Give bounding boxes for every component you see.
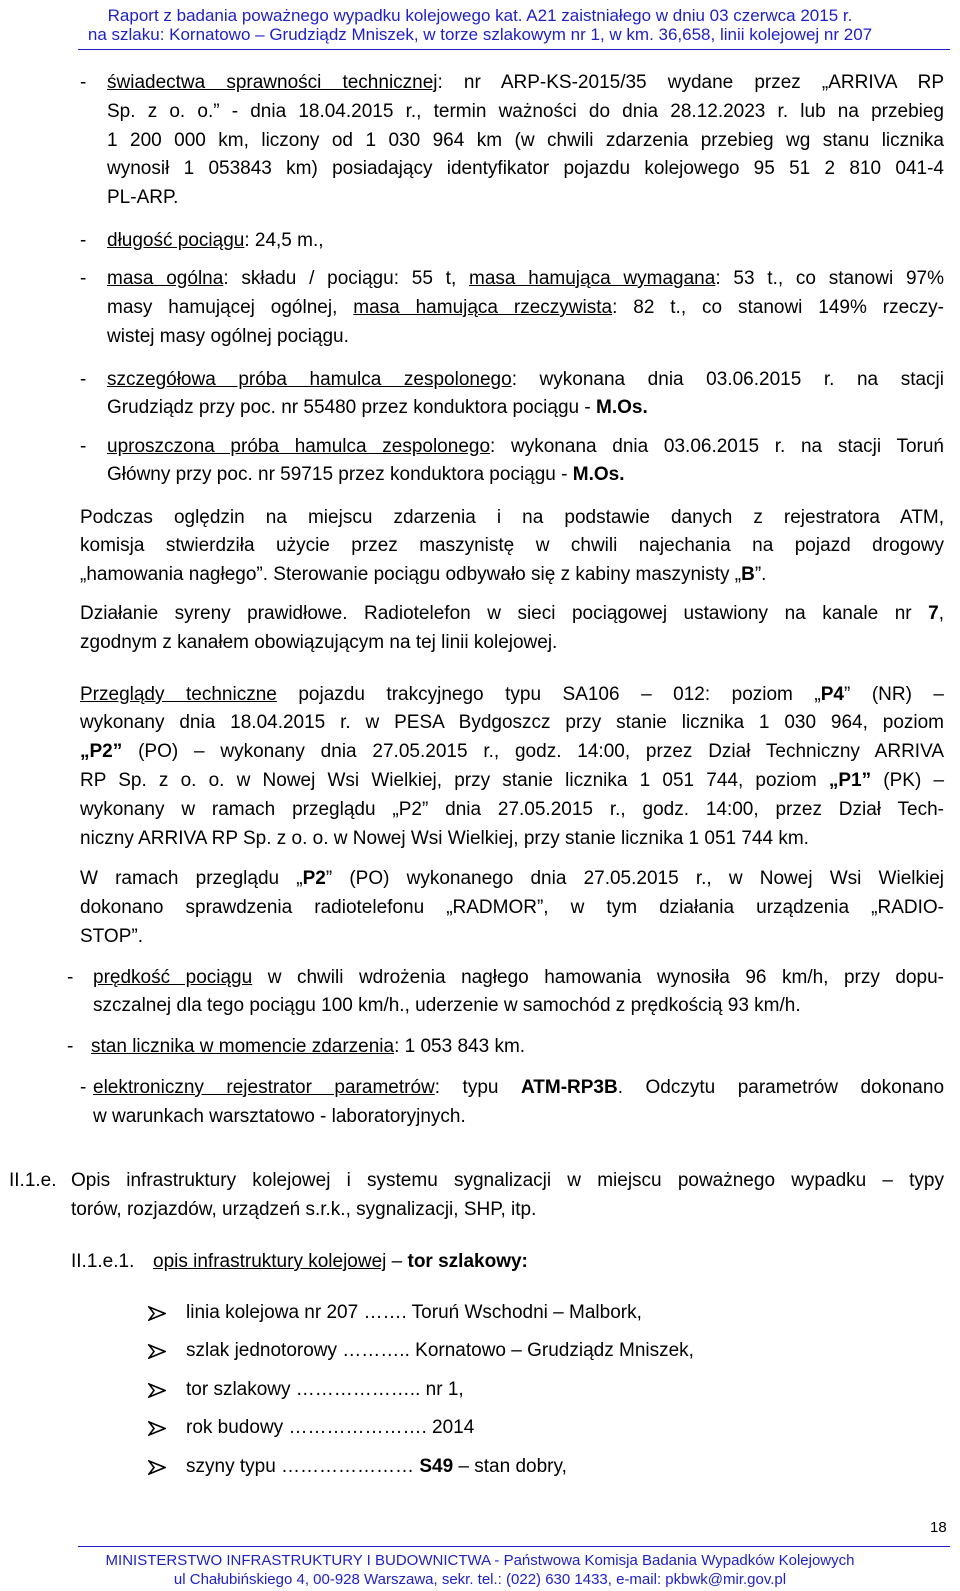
list-dash: - <box>80 369 87 390</box>
arrow-bullet-icon <box>148 1421 166 1436</box>
rail-type: S49 <box>419 1456 454 1477</box>
inspections-line-1 <box>80 683 944 707</box>
inspections-label: Przeglądy techniczne <box>80 684 277 705</box>
simplified-brake-test-line-2 <box>107 463 625 487</box>
required-brake-mass-label: masa hamująca wymagana <box>469 268 716 289</box>
list-dash: - <box>80 268 87 289</box>
inspections-text-end: ” (NR) – <box>843 684 944 705</box>
actual-brake-mass-label: masa hamująca rzeczywista <box>353 297 613 318</box>
total-mass-label: masa ogólna <box>107 268 224 289</box>
bullet-dots: …………………. <box>283 1417 433 1438</box>
subsection-number: II.1.e.1. <box>71 1251 135 1272</box>
total-mass-text: : składu / pociągu: 55 t, <box>223 268 470 289</box>
list-dash: - <box>80 1077 87 1098</box>
actual-brake-mass-text: : 82 t., co stanowi 149% rzeczy- <box>612 297 945 318</box>
inspection-paragraph-line-1: Podczas oględzin na miejscu zdarzenia i na podstawie danych z rejestratora ATM, <box>80 507 944 528</box>
speed-line-2: szczalnej dla tego pociągu 100 km/h., uderzenie w samochód z prędkością 93 km/h. <box>93 995 801 1016</box>
subsection-label: opis infrastruktury kolejowej <box>153 1251 387 1272</box>
bullet-label: szlak jednotorowy <box>186 1340 338 1361</box>
radio-check-text-end: ” (PO) wykonanego dnia 27.05.2015 r., w Nowej Wsi Wielkiej <box>325 868 945 889</box>
inspections-line-2: wykonany dnia 18.04.2015 r. w PESA Bydgoszcz przy stanie licznika 1 030 964, poziom <box>80 712 944 733</box>
bullet-dots: ………………… <box>275 1456 420 1477</box>
recorder-label: elektroniczny rejestrator parametrów <box>93 1077 435 1098</box>
bullet-value: Kornatowo – Grudziądz Mniszek, <box>415 1340 694 1361</box>
bullet-value: nr 1, <box>425 1379 464 1400</box>
mass-line-3: wistej masy ogólnej pociągu. <box>107 326 349 347</box>
required-brake-mass-text: : 53 t., co stanowi 97% <box>715 268 944 289</box>
certificate-line-2: Sp. z o. o.” - dnia 18.04.2015 r., termin ważności do dnia 28.12.2023 r. lub na przebieg <box>107 101 944 122</box>
detailed-brake-test-line-2 <box>107 396 648 420</box>
mass-line-1 <box>107 267 944 291</box>
inspections-text: pojazdu trakcyjnego typu SA106 – 012: poziom „ <box>276 684 821 705</box>
train-speed-label: prędkość pociągu <box>93 967 253 988</box>
subsection-bold-title: tor szlakowy: <box>407 1251 528 1272</box>
train-length-label: długość pociągu <box>107 230 245 251</box>
bullet-label: tor szlakowy <box>186 1379 291 1400</box>
certificate-line-3: 1 200 000 km, liczony od 1 030 964 km (w chwili zdarzenia przebieg wg stanu licznika <box>107 130 944 151</box>
recorder-line-2: w warunkach warsztatowo - laboratoryjnych. <box>93 1106 466 1127</box>
subsection-dash: – <box>386 1251 408 1272</box>
train-speed-text: w chwili wdrożenia nagłego hamowania wynosiła 96 km/h, przy dopu- <box>252 967 944 988</box>
report-header-title: Raport z badania poważnego wypadku kolejowego kat. A21 zaistniałego w dniu 03 czerwca 2015 r. <box>107 6 853 25</box>
train-length <box>107 229 324 253</box>
certificate-line-4: wynosił 1 053843 km) posiadający identyfikator pojazdu kolejowego 95 51 2 810 041-4 <box>107 158 944 179</box>
section-title-line-2: torów, rozjazdów, urządzeń s.r.k., sygnalizacji, SHP, itp. <box>71 1199 537 1220</box>
train-length-value: : 24,5 m., <box>244 230 324 251</box>
level-p4: P4 <box>820 684 844 705</box>
bullet-value: Toruń Wschodni – Malbork, <box>411 1302 642 1323</box>
radio-channel: 7 <box>928 603 939 624</box>
list-dash: - <box>80 436 87 457</box>
odometer-value: : 1 053 843 km. <box>394 1036 526 1057</box>
conductor-initials: M.Os. <box>596 397 648 418</box>
footer-institution: MINISTERSTWO INFRASTRUKTURY I BUDOWNICTWA - Państwowa Komisja Badania Wypadków Kolejowych <box>105 1552 855 1569</box>
header-divider <box>78 49 950 50</box>
mass-line-2-text: masy hamującej ogólnej, <box>107 297 354 318</box>
simplified-brake-test-line-1 <box>107 435 944 459</box>
recorder-text: : typu <box>434 1077 521 1098</box>
page-number: 18 <box>930 1519 947 1536</box>
bullet-label: linia kolejowa nr 207 <box>186 1302 359 1323</box>
simplified-brake-test-label: uproszczona próba hamulca zespolonego <box>107 436 491 457</box>
inspections-line-4 <box>80 769 944 793</box>
recorder-text-end: . Odczytu parametrów dokonano <box>617 1077 945 1098</box>
radio-paragraph-line-1 <box>80 602 944 626</box>
odometer-reading <box>91 1035 525 1059</box>
inspections-text-4-end: (PK) – <box>871 770 945 791</box>
certificate-line-1 <box>107 71 944 95</box>
radio-check-text: W ramach przeglądu „ <box>80 868 303 889</box>
list-dash: - <box>80 230 87 251</box>
conductor-initials: M.Os. <box>572 464 625 485</box>
footer-address: ul Chałubińskiego 4, 00-928 Warszawa, sekr. tel.: (022) 630 1433, e-mail: pkbwk@mir.gov.pl <box>173 1571 787 1588</box>
list-dash: - <box>80 72 87 93</box>
inspection-paragraph-end: ”. <box>754 564 767 585</box>
bullet-value: – stan dobry, <box>453 1456 567 1477</box>
detailed-brake-test-line-1 <box>107 368 944 392</box>
inspections-line-6: niczny ARRIVA RP Sp. z o. o. w Nowej Wsi Wielkiej, przy stanie licznika 1 051 744 km. <box>80 828 809 849</box>
inspection-paragraph-text: „hamowania nagłego”. Sterowanie pociągu odbywało się z kabiny maszynisty „ <box>80 564 742 585</box>
arrow-bullet-icon <box>148 1460 166 1475</box>
level-p2: P2 <box>302 868 326 889</box>
arrow-bullet-icon <box>148 1383 166 1398</box>
section-title-line-1: Opis infrastruktury kolejowej i systemu sygnalizacji w miejscu poważnego wypadku – typy <box>71 1170 944 1191</box>
section-number: II.1.e. <box>9 1170 57 1191</box>
inspection-paragraph-line-2: komisja stwierdziła użycie przez maszynistę w chwili najechania na pojazd drogowy <box>80 535 944 556</box>
inspections-text-4: RP Sp. z o. o. w Nowej Wsi Wielkiej, przy stanie licznika 1 051 744, poziom <box>80 770 829 791</box>
certificate-line-5: PL-ARP. <box>107 187 179 208</box>
recorder-type: ATM-RP3B <box>520 1077 618 1098</box>
detailed-brake-test-text: : wykonana dnia 03.06.2015 r. na stacji <box>511 369 944 390</box>
bullet-dots: ……….. <box>337 1340 416 1361</box>
footer-divider <box>78 1546 950 1547</box>
speed-line-1 <box>93 966 944 990</box>
level-p2: „P2” <box>80 741 123 762</box>
inspections-line-3 <box>80 740 944 764</box>
bullet-value: 2014 <box>432 1417 475 1438</box>
subsection-title <box>153 1250 528 1274</box>
simplified-brake-test-text-2: Główny przy poc. nr 59715 przez konduktora pociągu - <box>107 464 573 485</box>
arrow-bullet-icon <box>148 1306 166 1321</box>
inspections-line-5: wykonany w ramach przeglądu „P2” dnia 27.05.2015 r., godz. 14:00, przez Dział Tech- <box>80 799 944 820</box>
arrow-bullet-icon <box>148 1344 166 1359</box>
bullet-label: rok budowy <box>186 1417 284 1438</box>
list-dash: - <box>67 1036 74 1057</box>
detailed-brake-test-text-2: Grudziądz przy poc. nr 55480 przez konduktora pociągu - <box>107 397 596 418</box>
bullet-dots: ……………….. <box>290 1379 426 1400</box>
inspections-text-3: (PO) – wykonany dnia 27.05.2015 r., godz. 14:00, przez Dział Techniczny ARRIVA <box>122 741 944 762</box>
level-p1: „P1” <box>828 770 872 791</box>
radio-paragraph-line-2: zgodnym z kanałem obowiązującym na tej linii kolejowej. <box>80 632 558 653</box>
radio-check-line-3: STOP”. <box>80 926 143 947</box>
recorder-line-1 <box>93 1076 944 1100</box>
radio-paragraph-comma: , <box>938 603 944 624</box>
list-dash: - <box>67 967 74 988</box>
bullet-dots: ……. <box>358 1302 412 1323</box>
radio-check-line-1 <box>80 867 944 891</box>
certificate-label: świadectwa sprawności technicznej <box>107 72 438 93</box>
odometer-label: stan licznika w momencie zdarzenia <box>91 1036 395 1057</box>
certificate-text: : nr ARP-KS-2015/35 wydane przez „ARRIVA RP <box>437 72 944 93</box>
detailed-brake-test-label: szczegółowa próba hamulca zespolonego <box>107 369 512 390</box>
cab-letter: B <box>741 564 755 585</box>
mass-line-2 <box>107 296 944 320</box>
bullet-label: szyny typu <box>186 1456 276 1477</box>
radio-check-line-2: dokonano sprawdzenia radiotelefonu „RADMOR”, w tym działania urządzenia „RADIO- <box>80 897 944 918</box>
inspection-paragraph-line-3 <box>80 563 766 587</box>
report-header-location: na szlaku: Kornatowo – Grudziądz Mniszek, w torze szlakowym nr 1, w km. 36,658, linii kolejowej nr 207 <box>87 25 873 44</box>
simplified-brake-test-text: : wykonana dnia 03.06.2015 r. na stacji Toruń <box>490 436 945 457</box>
radio-paragraph-text: Działanie syreny prawidłowe. Radiotelefon w sieci pociągowej ustawiony na kanale nr <box>80 603 929 624</box>
